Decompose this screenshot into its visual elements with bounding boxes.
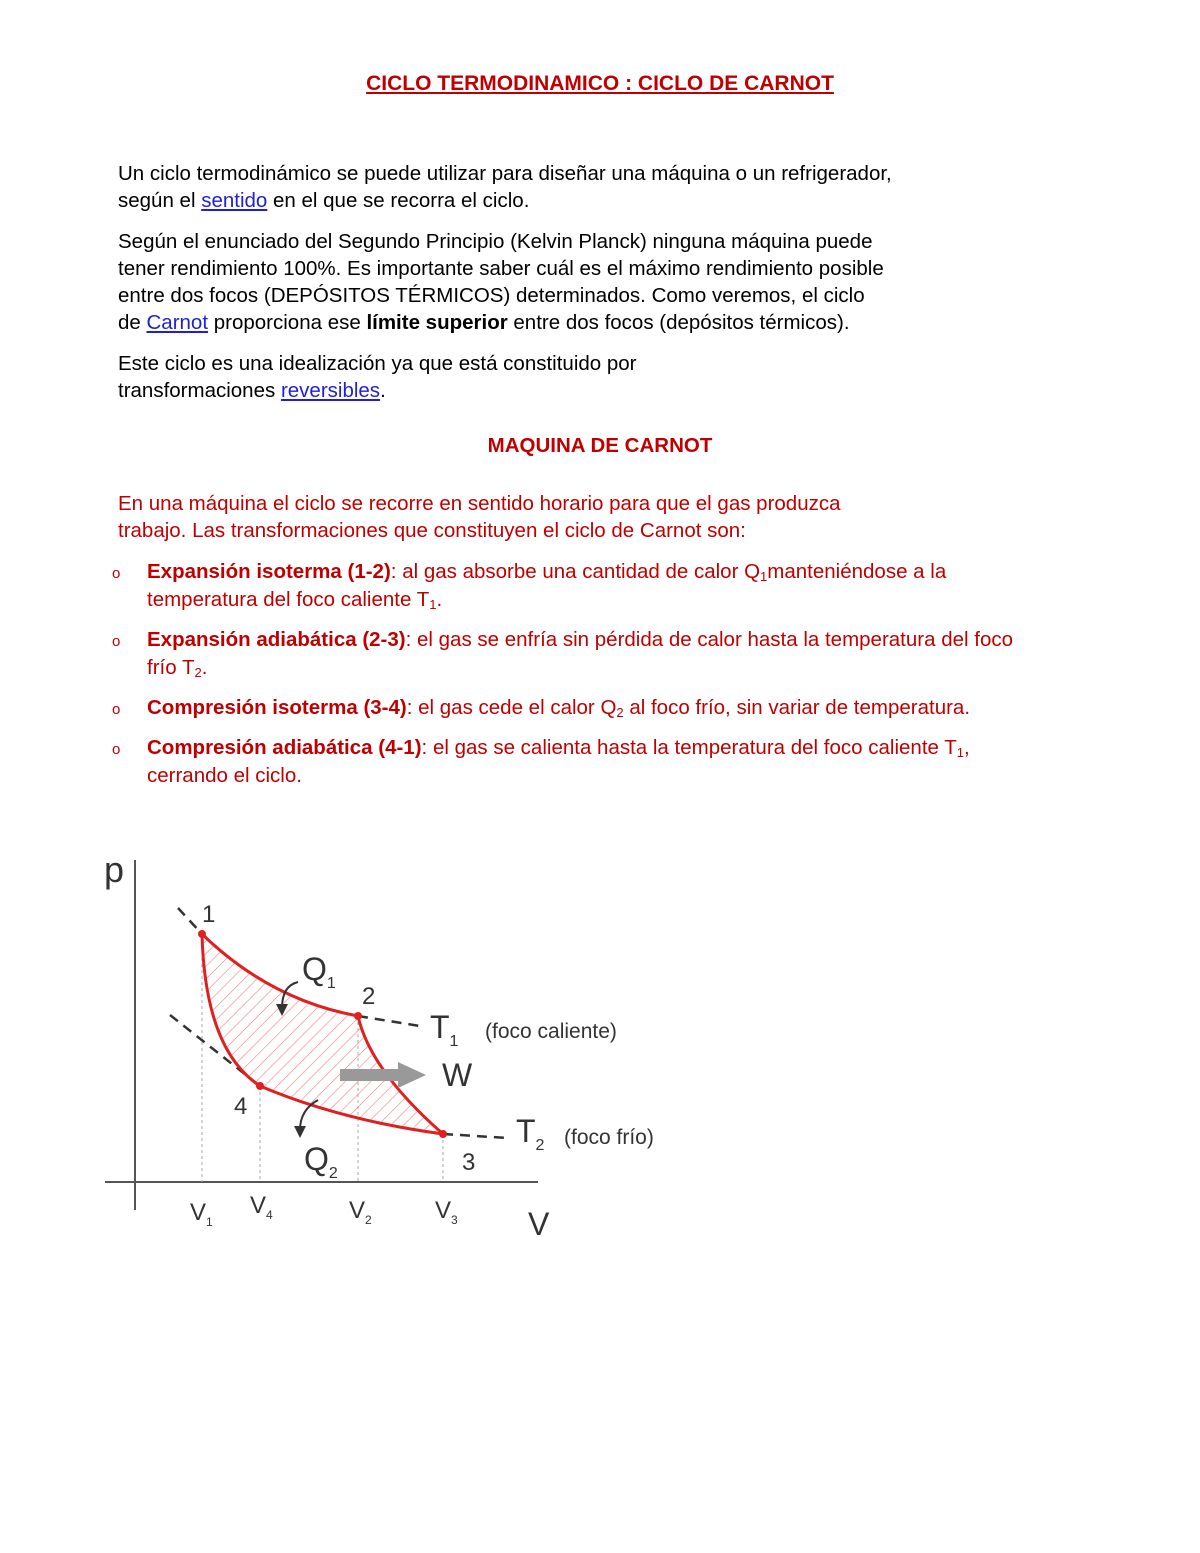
list-item [0,558,1047,614]
bullet-marker: o [112,701,121,718]
intro-paragraph-1 [118,160,1058,214]
point-3 [439,1130,447,1138]
t2-label: $T_2$ [516,1113,545,1154]
work-arrow-shaft [340,1069,400,1081]
list-item [0,734,1047,790]
point-1-label: 1 [202,901,216,928]
axis-v-label: V [528,1206,550,1242]
point-1 [198,930,206,938]
bullet-term: Expansión adiabática (2-3) [147,628,406,651]
intro-p1-line2-end: en el que se recorra el ciclo. [267,189,530,212]
bullet-text: . [201,656,208,679]
bullet-sub: 1 [956,745,964,760]
intro-p1-line1: Un ciclo termodinámico se puede utilizar para diseñar una máquina o un refrigerador, [118,162,892,185]
v1-tick-label: $V_1$ [190,1199,213,1229]
bullet-marker: o [112,741,121,758]
point-3-label: 3 [462,1149,476,1176]
page-title: CICLO TERMODINAMICO : CICLO DE CARNOT [366,72,834,95]
bullet-marker: o [112,633,121,650]
bullet-text: : el gas se calienta hasta la temperatura del foco caliente T [421,736,957,759]
intro-p2-line4-mid: proporciona ese [208,311,367,334]
bullet-text: : al gas absorbe una cantidad de calor Q [390,560,761,583]
intro-p3-line2-end: . [380,379,386,402]
list-item [0,626,1047,682]
bullet-text: al foco frío, sin variar de temperatura. [623,696,971,719]
intro-p2-line3: entre dos focos (DEPÓSITOS TÉRMICOS) determinados. Como veremos, el ciclo [118,284,865,307]
v4-tick-label: $V_4$ [250,1192,273,1222]
bullet-marker: o [112,565,121,582]
intro-p3-line1: Este ciclo es una idealización ya que está constituido por [118,352,637,375]
t1-label: $T_1$ [430,1009,459,1050]
t1-note: (foco caliente) [485,1020,617,1043]
intro-p2-bold: límite superior [366,311,508,334]
v2-tick-label: $V_2$ [349,1197,372,1227]
axis-p-label: p [104,849,125,890]
section-lead-line1: En una máquina el ciclo se recorre en sentido horario para que el gas produzca [118,492,841,515]
isotherm-t2-extension-right [443,1134,508,1138]
section-lead [118,490,1058,544]
point-4-label: 4 [234,1093,248,1120]
bullet-sub: 2 [194,665,202,680]
bullet-text: : el gas se enfría sin pérdida de calor hasta la temperatura del foco frío T [147,628,1013,679]
carnot-pv-diagram [90,840,690,1250]
section-lead-line2: trabajo. Las transformaciones que constituyen el ciclo de Carnot son: [118,519,746,542]
bullet-sub: 2 [616,705,624,720]
link-reversibles[interactable]: reversibles [280,379,381,402]
link-sentido[interactable]: sentido [201,189,268,212]
work-arrowhead [398,1062,426,1088]
q2-arrowhead [294,1126,306,1138]
bullet-term: Compresión adiabática (4-1) [147,736,422,759]
intro-p1-line2-start: según el [118,189,202,212]
bullet-sub: 1 [429,597,437,612]
q1-label: $Q_1$ [302,951,336,992]
bullet-text: manteniéndose a la temperatura del foco caliente T [147,560,947,611]
intro-p2-line2: tener rendimiento 100%. Es importante saber cuál es el máximo rendimiento posible [118,257,884,280]
point-4 [256,1082,264,1090]
link-carnot[interactable]: Carnot [146,311,209,334]
intro-p2-line1: Según el enunciado del Segundo Principio (Kelvin Planck) ninguna máquina puede [118,230,873,253]
point-2 [354,1012,362,1020]
bullet-sub: 1 [760,569,768,584]
bullet-term: Expansión isoterma (1-2) [147,560,391,583]
intro-p2-line4-start: de [118,311,147,334]
bullet-text: , cerrando el ciclo. [147,736,970,787]
v3-tick-label: $V_3$ [435,1197,458,1227]
isotherm-t1-extension-left [178,908,202,934]
work-label: W [442,1057,473,1093]
bullet-text: : el gas cede el calor Q [406,696,617,719]
intro-paragraph-3 [118,350,1058,404]
intro-paragraph-2 [118,228,1058,336]
intro-p2-line4-end: entre dos focos (depósitos térmicos). [507,311,850,334]
section-title: MAQUINA DE CARNOT [487,434,713,457]
bullet-text: . [436,588,443,611]
t2-note: (foco frío) [564,1126,654,1149]
transformations-list [0,558,1100,802]
intro-p3-line2-start: transformaciones [118,379,281,402]
q2-label: $Q_2$ [304,1141,338,1182]
bullet-term: Compresión isoterma (3-4) [147,696,407,719]
list-item [0,694,1047,722]
point-2-label: 2 [362,983,376,1010]
isotherm-t1-extension-right [358,1016,420,1026]
